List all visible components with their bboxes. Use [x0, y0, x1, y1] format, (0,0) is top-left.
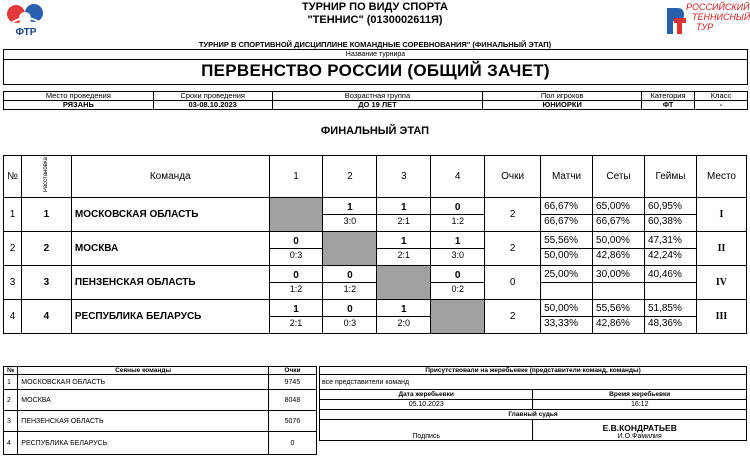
- score-win: 1: [377, 304, 430, 317]
- self-cell: [269, 198, 323, 232]
- score-win: 0: [431, 270, 484, 283]
- row-no: 1: [4, 198, 22, 232]
- score-cell: [377, 232, 431, 266]
- games-value-2: 48,36%: [647, 318, 682, 329]
- seed-header-no: №: [4, 367, 18, 375]
- info-age: ДО 19 ЛЕТ: [272, 101, 483, 110]
- sign-label: Подпись: [320, 420, 533, 441]
- info-label-gender: Пол игроков: [483, 92, 642, 101]
- seed-team: ПЕНЗЕНСКАЯ ОБЛАСТЬ: [18, 411, 269, 432]
- score-cell: [323, 266, 377, 300]
- header-place: Место: [696, 156, 746, 198]
- score-cell: [431, 232, 485, 266]
- row-matches: [541, 198, 593, 232]
- games-value-2: 60,38%: [647, 216, 682, 227]
- sets-value-2: 66,67%: [596, 216, 630, 227]
- games-value-1: 60,95%: [645, 200, 696, 215]
- info-class: -: [695, 101, 748, 110]
- info-venue: РЯЗАНЬ: [4, 101, 154, 110]
- score-sets: 1:2: [451, 216, 464, 226]
- row-points: 2: [485, 300, 541, 334]
- draw-date-value: 05.10.2023: [320, 400, 533, 410]
- header-col-2: 2: [323, 156, 377, 198]
- score-sets: 2:1: [397, 216, 411, 226]
- row-sets: [593, 198, 645, 232]
- header-team: Команда: [71, 156, 269, 198]
- discipline-line: ТУРНИР В СПОРТИВНОЙ ДИСЦИПЛИНЕ КОМАНДНЫЕ СОРЕВНОВАНИЯ" (ФИНАЛЬНЫЙ ЭТАП): [198, 40, 552, 49]
- fio-label: И.О.Фамилия: [617, 433, 662, 440]
- score-cell: [377, 198, 431, 232]
- row-seed: 3: [21, 266, 71, 300]
- tournament-title-line1: ТУРНИР ПО ВИДУ СПОРТА: [302, 1, 448, 13]
- stage-title: ФИНАЛЬНЫЙ ЭТАП: [320, 125, 430, 137]
- info-label-class: Класс: [695, 92, 748, 101]
- judge-box: [533, 420, 747, 441]
- row-matches: [541, 300, 593, 334]
- score-sets: 0:3: [289, 250, 303, 260]
- rtt-logo-line3: ТУР: [696, 22, 714, 32]
- info-label-dates: Сроки проведения: [153, 92, 272, 101]
- info-label-age: Возрастная группа: [272, 92, 483, 101]
- grid-row: [4, 232, 747, 266]
- row-no: 4: [4, 300, 22, 334]
- row-sets: [593, 232, 645, 266]
- row-no: 2: [4, 232, 22, 266]
- score-sets: 3:0: [451, 250, 464, 260]
- header-games: Геймы: [644, 156, 696, 198]
- row-games: [644, 232, 696, 266]
- row-matches: [541, 232, 593, 266]
- score-win: 0: [270, 270, 323, 283]
- games-value-1: 51,85%: [645, 302, 696, 317]
- ftr-logo-text: ФТР: [15, 27, 37, 38]
- score-sets: 1:2: [343, 284, 357, 294]
- info-dates: 03-08.10.2023: [153, 101, 272, 110]
- header-col-1: 1: [269, 156, 323, 198]
- matches-value-1: 50,00%: [541, 302, 592, 317]
- score-win: 1: [270, 304, 323, 317]
- seed-points: 9745: [268, 375, 316, 390]
- info-label-category: Категория: [642, 92, 695, 101]
- row-seed: 2: [21, 232, 71, 266]
- row-place: IV: [696, 266, 746, 300]
- seed-header-team: Сеяные команды: [18, 367, 269, 375]
- games-value-1: 40,46%: [645, 268, 696, 283]
- header-points: Очки: [485, 156, 541, 198]
- header-col-3: 3: [377, 156, 431, 198]
- seeded-table: [3, 366, 317, 455]
- score-sets: 1:2: [289, 284, 303, 294]
- row-no: 3: [4, 266, 22, 300]
- draw-time-value: 16:12: [533, 400, 747, 410]
- sets-value-2: [593, 283, 644, 297]
- row-team: МОСКОВСКАЯ ОБЛАСТЬ: [71, 198, 269, 232]
- score-sets: 2:0: [397, 318, 411, 328]
- seed-row: [4, 411, 317, 432]
- score-sets: 2:1: [397, 250, 411, 260]
- header-seed: Расстановка: [21, 156, 71, 198]
- matches-value-2: 33,33%: [544, 318, 578, 329]
- tournament-name-box: [3, 49, 748, 85]
- sets-value-1: 65,00%: [593, 200, 644, 215]
- row-place: III: [696, 300, 746, 334]
- seed-team: РЕСПУБЛИКА БЕЛАРУСЬ: [18, 432, 269, 455]
- seed-row: [4, 432, 317, 455]
- header-no: №: [4, 156, 22, 198]
- matches-value-2: [541, 283, 592, 297]
- judge-label: Главный судья: [320, 410, 747, 420]
- row-games: [644, 266, 696, 300]
- draw-time-label: Время жеребьевки: [533, 390, 747, 400]
- score-sets: 3:0: [343, 216, 357, 226]
- tournament-name-label: Название турнира: [4, 50, 747, 60]
- sets-value-2: 42,86%: [596, 250, 630, 261]
- seed-no: 2: [4, 390, 18, 411]
- row-points: 2: [485, 232, 541, 266]
- seed-no: 1: [4, 375, 18, 390]
- row-sets: [593, 300, 645, 334]
- draw-table: [319, 366, 747, 441]
- row-games: [644, 300, 696, 334]
- info-category: ФТ: [642, 101, 695, 110]
- info-table: [3, 91, 748, 110]
- results-grid: [3, 155, 747, 334]
- score-sets: 0:2: [451, 284, 464, 294]
- grid-row: [4, 266, 747, 300]
- info-label-venue: Место проведения: [4, 92, 154, 101]
- rtt-logo-line1: РОССИЙСКИЙ: [686, 2, 750, 12]
- score-cell: [323, 198, 377, 232]
- matches-value-2: 66,67%: [544, 216, 578, 227]
- self-cell: [377, 266, 431, 300]
- row-points: 2: [485, 198, 541, 232]
- score-win: 0: [323, 304, 376, 317]
- seed-points: 8048: [268, 390, 316, 411]
- sets-value-1: 30,00%: [593, 268, 644, 283]
- header-matches: Матчи: [541, 156, 593, 198]
- games-value-2: [645, 283, 696, 297]
- matches-value-1: 55,56%: [541, 234, 592, 249]
- seed-row: [4, 390, 317, 411]
- score-cell: [377, 300, 431, 334]
- header-sets: Сеты: [593, 156, 645, 198]
- matches-value-1: 25,00%: [541, 268, 592, 283]
- grid-row: [4, 300, 747, 334]
- draw-present-label: Присутствовали на жеребьевке (представители команд, команды): [320, 367, 747, 375]
- header-col-4: 4: [431, 156, 485, 198]
- score-cell: [431, 266, 485, 300]
- row-sets: [593, 266, 645, 300]
- tournament-title-line2: "ТЕННИС" (0130002611Я): [307, 14, 443, 26]
- grid-header-row: [4, 156, 747, 198]
- games-value-2: 42,24%: [647, 250, 682, 261]
- seed-points: 0: [268, 432, 316, 455]
- info-gender: ЮНИОРКИ: [483, 101, 642, 110]
- score-win: 0: [270, 236, 323, 249]
- tournament-name: ПЕРВЕНСТВО РОССИИ (ОБЩИЙ ЗАЧЕТ): [201, 61, 550, 80]
- score-cell: [323, 300, 377, 334]
- row-points: 0: [485, 266, 541, 300]
- sets-value-1: 55,56%: [593, 302, 644, 317]
- row-team: РЕСПУБЛИКА БЕЛАРУСЬ: [71, 300, 269, 334]
- sets-value-2: 42,86%: [596, 318, 630, 329]
- row-games: [644, 198, 696, 232]
- score-cell: [269, 266, 323, 300]
- self-cell: [431, 300, 485, 334]
- score-win: 0: [323, 270, 376, 283]
- seed-row: [4, 375, 317, 390]
- row-seed: 4: [21, 300, 71, 334]
- seed-team: МОСКОВСКАЯ ОБЛАСТЬ: [18, 375, 269, 390]
- row-team: ПЕНЗЕНСКАЯ ОБЛАСТЬ: [71, 266, 269, 300]
- draw-present-value: все представители команд: [320, 375, 747, 390]
- sets-value-1: 50,00%: [593, 234, 644, 249]
- score-win: 0: [431, 202, 484, 215]
- seed-no: 3: [4, 411, 18, 432]
- row-matches: [541, 266, 593, 300]
- row-seed: 1: [21, 198, 71, 232]
- seed-team: МОСКВА: [18, 390, 269, 411]
- score-win: 1: [431, 236, 484, 249]
- draw-date-label: Дата жеребьевки: [320, 390, 533, 400]
- score-win: 1: [377, 202, 430, 215]
- score-win: 1: [377, 236, 430, 249]
- score-sets: 0:3: [343, 318, 357, 328]
- row-team: МОСКВА: [71, 232, 269, 266]
- grid-row: [4, 198, 747, 232]
- matches-value-2: 50,00%: [544, 250, 578, 261]
- matches-value-1: 66,67%: [541, 200, 592, 215]
- score-cell: [431, 198, 485, 232]
- self-cell: [323, 232, 377, 266]
- seed-header-points: Очки: [268, 367, 316, 375]
- score-cell: [269, 300, 323, 334]
- score-win: 1: [323, 202, 376, 215]
- games-value-1: 47,31%: [645, 234, 696, 249]
- judge-name: Е.В.КОНДРАТЬЕВ: [602, 423, 677, 433]
- score-sets: 2:1: [289, 318, 303, 328]
- rtt-logo-line2: ТЕННИСНЫЙ: [692, 12, 750, 22]
- seed-no: 4: [4, 432, 18, 455]
- score-cell: [269, 232, 323, 266]
- row-place: I: [696, 198, 746, 232]
- row-place: II: [696, 232, 746, 266]
- seed-points: 5076: [268, 411, 316, 432]
